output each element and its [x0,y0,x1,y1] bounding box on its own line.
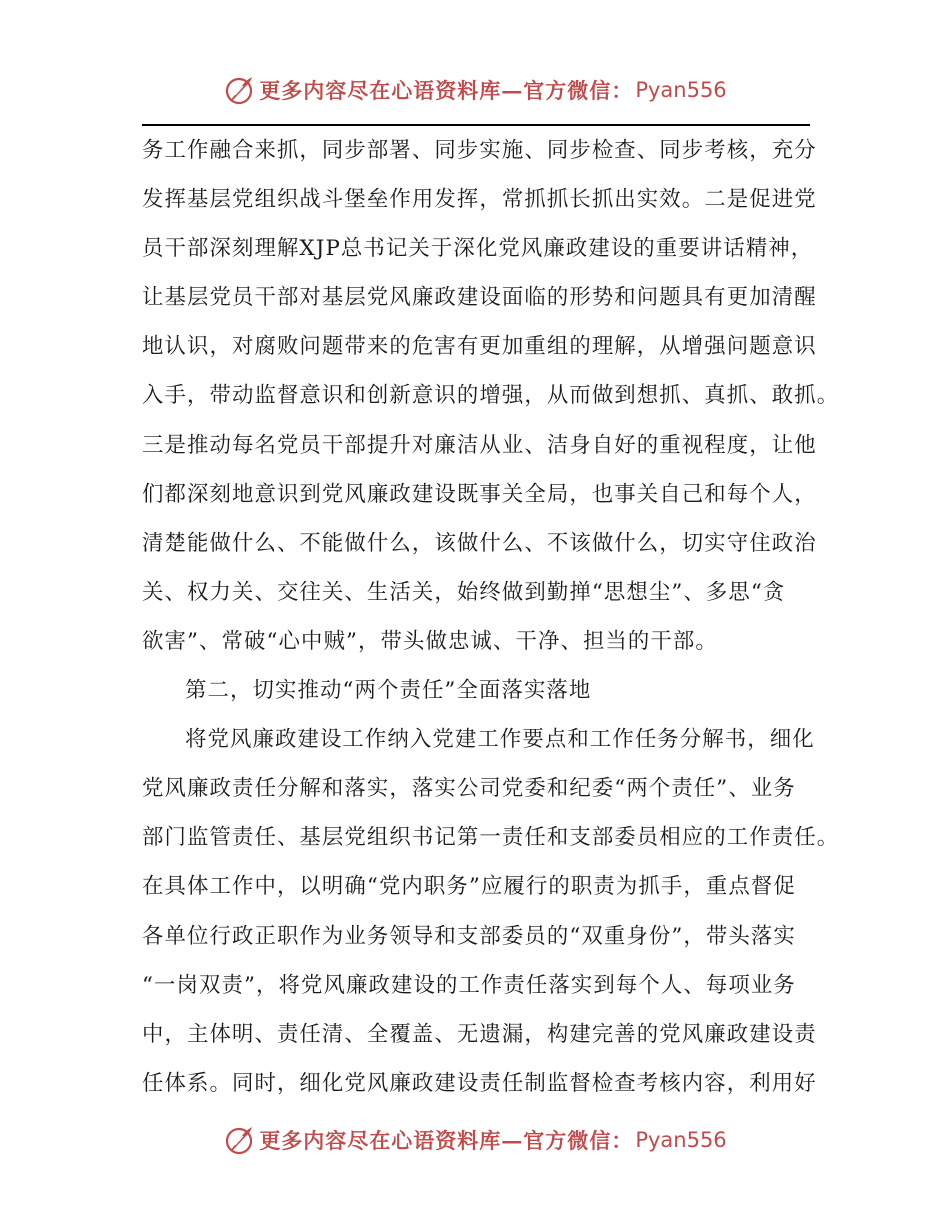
text-line: 关、权力关、交往关、生活关，始终做到勤掸“思想尘”、多思“贪 [142,579,786,605]
text-line: “一岗双责”，将党风廉政建设的工作责任落实到每个人、每项业务 [142,972,796,998]
text-line: 入手，带动监督意识和创新意识的增强，从而做到想抓、真抓、敢抓。 [142,383,840,409]
header-wechat-id: Pyan556 [635,78,727,102]
text-line: 让基层党员干部对基层党风廉政建设面临的形势和问题具有更加清醒 [142,285,817,311]
text-line: 在具体工作中，以明确“党内职务”应履行的职责为抓手，重点督促 [142,874,796,900]
quill-logo-icon [223,74,255,106]
text-line: 欲害”、常破“心中贼”，带头做忠诚、干净、担当的干部。 [142,628,718,654]
footer-banner [0,1122,950,1158]
text-line: 三是推动每名党员干部提升对廉洁从业、洁身自好的重视程度，让他 [142,432,817,458]
footer-wechat-id: Pyan556 [635,1128,727,1152]
quill-logo-icon [223,1124,255,1156]
section-heading: 第二，切实推动“两个责任”全面落实落地 [185,678,592,704]
text-line: 党风廉政责任分解和落实，落实公司党委和纪委“两个责任”、业务 [142,776,796,802]
text-line: 各单位行政正职作为业务领导和支部委员的“双重身份”，带头落实 [142,923,796,949]
text-line: 们都深刻地意识到党风廉政建设既事关全局，也事关自己和每个人， [142,481,817,507]
header-banner-text: 更多内容尽在心语资料库—官方微信： [259,78,634,103]
text-line: 地认识，对腐败问题带来的危害有更加重组的理解，从增强问题意识 [142,334,817,360]
text-line: 务工作融合来抓，同步部署、同步实施、同步检查、同步考核，充分 [142,138,817,163]
header-banner [0,72,950,108]
text-line: 员干部深刻理解XJP总书记关于深化党风廉政建设的重要讲话精神， [142,236,814,262]
text-line: 清楚能做什么、不能做什么，该做什么、不该做什么，切实守住政治 [142,530,817,556]
text-line: 发挥基层党组织战斗堡垒作用发挥，常抓抓长抓出实效。二是促进党 [142,187,817,213]
text-line: 中，主体明、责任清、全覆盖、无遗漏，构建完善的党风廉政建设责 [142,1021,817,1047]
document-body [142,126,840,1108]
paragraph-start-line: 将党风廉政建设工作纳入党建工作要点和工作任务分解书，细化 [185,727,815,753]
footer-banner-text: 更多内容尽在心语资料库—官方微信： [259,1128,634,1153]
text-line: 任体系。同时，细化党风廉政建设责任制监督检查考核内容，利用好 [142,1070,817,1096]
text-line: 部门监管责任、基层党组织书记第一责任和支部委员相应的工作责任。 [142,825,840,851]
